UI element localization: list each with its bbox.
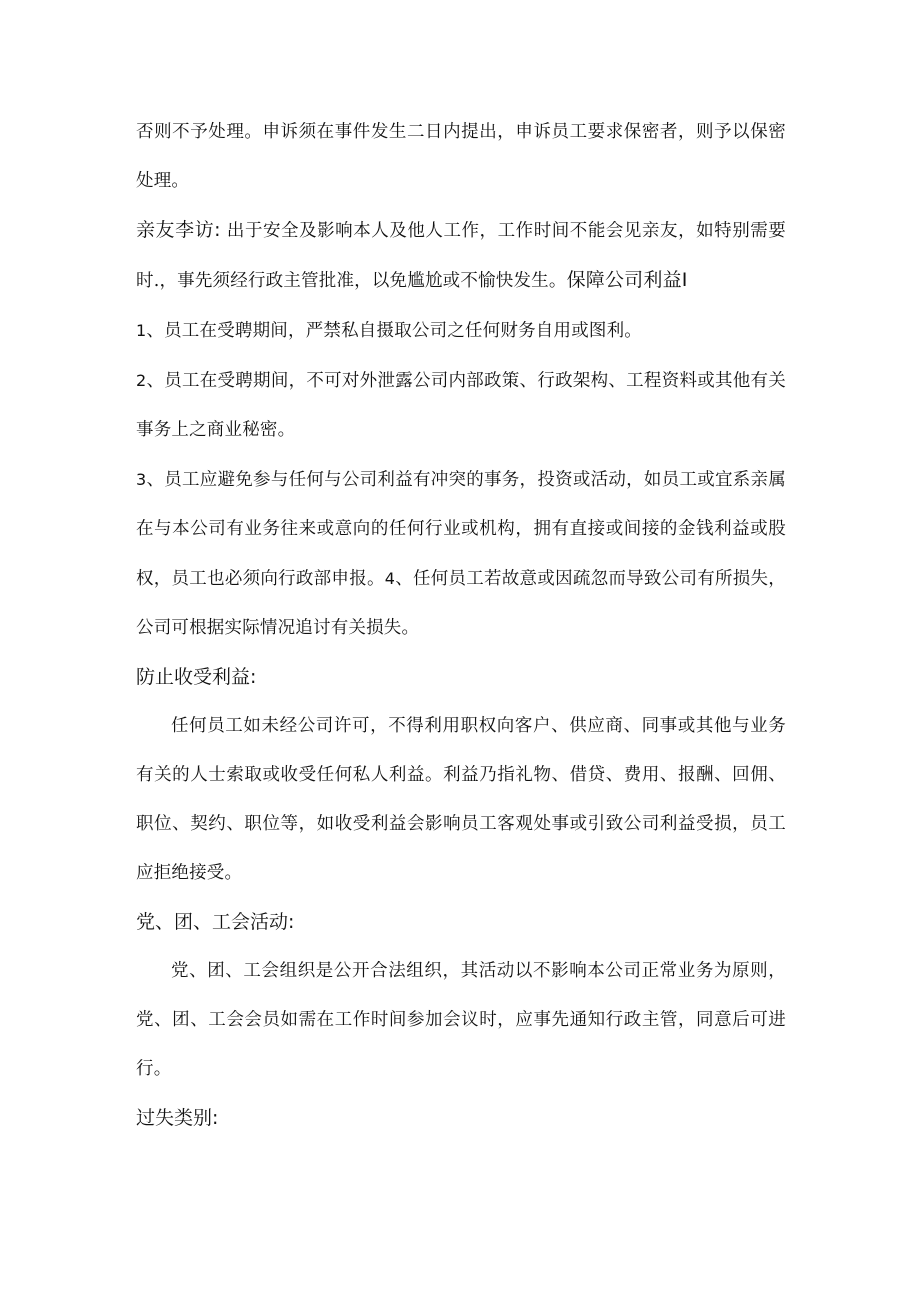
item-3-text: 、员工应避免参与任何与公司利益有冲突的事务，投资或活动，如员工或宜系亲属在与本公司有业务往来或意向的任何行业或机构，拥有直接或间接的金钱利益或股权，员工也必须向行政部申报。 xyxy=(136,470,786,589)
fault-heading: 过失类别: xyxy=(136,1107,219,1129)
paragraph-complaint-tail xyxy=(136,108,786,206)
bribe-heading: 防止收受利益: xyxy=(136,666,257,688)
union-heading: 党、团、工会活动: xyxy=(136,911,295,933)
paragraph-bribe xyxy=(136,702,786,898)
item-4-text: 、任何员工若故意或因疏忽而导致公司有所损失，公司可根据实际情况追讨有关损失。 xyxy=(136,569,786,638)
protect-heading: 保障公司利益I xyxy=(566,269,688,291)
paragraph-visits xyxy=(136,206,786,306)
list-item-1 xyxy=(136,306,786,356)
item-1-number: 1 xyxy=(136,321,147,340)
list-item-2 xyxy=(136,356,786,455)
complaint-tail-text: 否则不予处理。申诉须在事件发生二日内提出，申诉员工要求保密者，则予以保密处理。 xyxy=(136,122,786,191)
list-item-3-4 xyxy=(136,455,786,653)
union-body: 党、团、工会组织是公开合法组织，其活动以不影响本公司正常业务为原则，党、团、工会会员如需在工作时间参加会议时，应事先通知行政主管，同意后可进行。 xyxy=(136,961,786,1079)
item-2-text: 、员工在受聘期间，不可对外泄露公司内部政策、行政架构、工程资料或其他有关事务上之商业秘密。 xyxy=(136,371,786,440)
paragraph-union xyxy=(136,947,786,1094)
item-1-text: 、员工在受聘期间，严禁私自摄取公司之任何财务自用或图利。 xyxy=(146,321,642,341)
document-page xyxy=(136,108,786,1143)
bribe-body: 任何员工如未经公司许可，不得利用职权向客户、供应商、同事或其他与业务有关的人士索取或收受任何私人利益。利益乃指礼物、借贷、费用、报酬、回佣、职位、契约、职位等，如收受利益会影响员工客观处事或引致公司利益受损，员工应拒绝接受。 xyxy=(136,716,786,883)
item-3-number: 3 xyxy=(136,470,147,489)
visit-heading: 亲友李访: xyxy=(136,219,221,241)
item-4-number: 4 xyxy=(384,569,396,588)
item-2-number: 2 xyxy=(136,371,147,390)
visit-body: 出于安全及影响本人及他人工作，工作时间不能会见亲友，如特别需要时.，事先须经行政主管批准，以免尴尬或不愉快发生。 xyxy=(136,221,786,291)
